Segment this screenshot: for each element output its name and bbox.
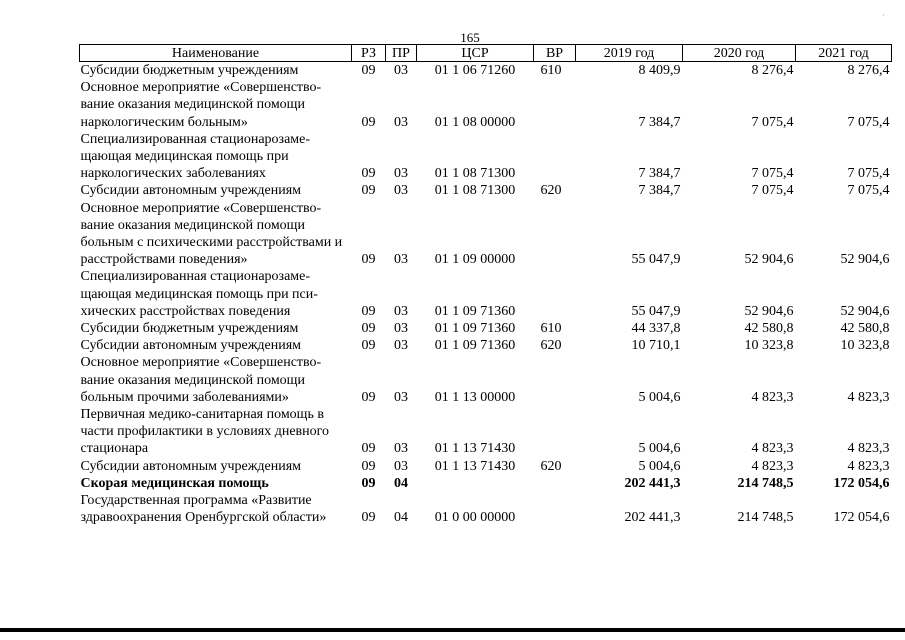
row-rz: 09: [361, 303, 376, 319]
row-value-2021: 4 823,3: [847, 441, 890, 457]
row-value-2019: 202 441,3: [624, 475, 681, 491]
row-value-2021: 8 276,4: [847, 63, 890, 78]
table-header-row: [80, 45, 892, 62]
row-value-2019: 7 384,7: [638, 166, 681, 182]
row-vr: 620: [540, 338, 562, 354]
row-value-2019: 55 047,9: [631, 303, 681, 319]
row-name: Основное мероприятие «Совершенство-вание оказания медицинской помощи больным прочими заболеваниями»: [80, 355, 322, 405]
row-value-2020: 10 323,8: [744, 338, 794, 354]
row-value-2021: 42 580,8: [840, 321, 890, 337]
table-row: [80, 200, 892, 269]
row-name: Основное мероприятие «Совершенство-вание оказания медицинской помощи наркологическим больным»: [80, 80, 322, 130]
row-csr: 01 1 13 00000: [434, 389, 516, 405]
row-name: Субсидии автономным учреждениям: [80, 183, 302, 199]
row-csr: 01 1 08 71300: [434, 166, 516, 182]
row-name: Субсидии бюджетным учреждениям: [80, 63, 299, 78]
table-row: [80, 406, 892, 458]
bottom-rule: [0, 628, 905, 632]
table-row: [80, 492, 892, 526]
row-pr: 03: [394, 303, 408, 319]
row-rz: 09: [361, 114, 376, 130]
row-rz: 09: [361, 252, 376, 268]
row-vr: [534, 131, 576, 183]
row-value-2019: 5 004,6: [638, 458, 681, 474]
row-value-2020: 42 580,8: [744, 321, 794, 337]
row-vr: [534, 200, 576, 269]
header-name: Наименование: [80, 45, 352, 62]
header-csr: ЦСР: [417, 45, 534, 62]
row-csr: 01 1 09 00000: [434, 252, 516, 268]
row-vr: [534, 268, 576, 320]
row-rz: 09: [361, 389, 376, 405]
row-value-2019: 5 004,6: [638, 441, 681, 457]
row-value-2021: 52 904,6: [840, 303, 890, 319]
header-rz: РЗ: [352, 45, 386, 62]
row-value-2021: 7 075,4: [847, 183, 890, 199]
row-csr: [417, 475, 534, 492]
scan-artifact-mark: ·: [882, 11, 885, 20]
row-pr: 03: [394, 63, 408, 78]
row-vr: [534, 492, 576, 526]
row-value-2020: 7 075,4: [751, 183, 794, 199]
budget-table: [79, 44, 892, 526]
row-csr: 01 1 09 71360: [434, 338, 516, 354]
row-name: Специализированная стационарозаме-щающая медицинская помощь при наркологических заболеваниях: [80, 131, 311, 182]
row-vr: 620: [540, 183, 562, 199]
table-row: [80, 354, 892, 406]
table-row: [80, 475, 892, 492]
table-row: [80, 131, 892, 183]
row-value-2020: 4 823,3: [751, 441, 794, 457]
row-pr: 04: [394, 475, 408, 491]
row-csr: 01 0 00 00000: [434, 510, 516, 526]
row-vr: [534, 354, 576, 406]
row-csr: 01 1 13 71430: [434, 458, 516, 474]
row-csr: 01 1 08 00000: [434, 114, 516, 130]
row-pr: 03: [394, 389, 408, 405]
row-pr: 03: [394, 441, 408, 457]
row-rz: 09: [361, 63, 376, 78]
row-name: Субсидии бюджетным учреждениям: [80, 321, 299, 337]
row-value-2019: 202 441,3: [624, 510, 681, 526]
row-name: Скорая медицинская помощь: [80, 475, 269, 491]
row-value-2019: 8 409,9: [638, 63, 681, 78]
row-rz: 09: [361, 183, 376, 199]
row-value-2021: 172 054,6: [833, 475, 890, 491]
row-value-2019: 55 047,9: [631, 252, 681, 268]
row-value-2021: 172 054,6: [833, 510, 890, 526]
row-vr: [534, 79, 576, 131]
row-value-2021: 4 823,3: [847, 389, 890, 405]
row-value-2020: 7 075,4: [751, 114, 794, 130]
row-pr: 03: [394, 321, 408, 337]
row-vr: 620: [540, 458, 562, 474]
row-vr: 610: [540, 321, 562, 337]
row-value-2020: 7 075,4: [751, 166, 794, 182]
row-value-2021: 7 075,4: [847, 166, 890, 182]
row-csr: 01 1 06 71260: [434, 63, 516, 78]
row-pr: 03: [394, 183, 408, 199]
table-row: [80, 458, 892, 475]
row-pr: 04: [394, 510, 408, 526]
row-vr: [534, 475, 576, 492]
row-pr: 03: [394, 338, 408, 354]
row-value-2019: 10 710,1: [631, 338, 681, 354]
row-name: Государственная программа «Развитие здравоохранения Оренбургской области»: [80, 493, 327, 526]
row-value-2020: 52 904,6: [744, 303, 794, 319]
header-2019: 2019 год: [576, 45, 683, 62]
row-rz: 09: [361, 321, 376, 337]
row-value-2020: 8 276,4: [751, 63, 794, 78]
table-row: [80, 268, 892, 320]
row-value-2019: 7 384,7: [638, 114, 681, 130]
page-number: 165: [460, 30, 480, 45]
table-row: [80, 320, 892, 337]
table-row: [80, 79, 892, 131]
header-vr: ВР: [534, 45, 576, 62]
row-value-2020: 214 748,5: [737, 475, 794, 491]
row-pr: 03: [394, 252, 408, 268]
header-pr: ПР: [386, 45, 417, 62]
row-pr: 03: [394, 458, 408, 474]
row-vr: [534, 406, 576, 458]
row-vr: 610: [540, 63, 562, 78]
row-value-2019: 44 337,8: [631, 321, 681, 337]
row-value-2020: 4 823,3: [751, 389, 794, 405]
table-body: [80, 62, 892, 527]
row-value-2020: 4 823,3: [751, 458, 794, 474]
row-csr: 01 1 08 71300: [434, 183, 516, 199]
row-value-2021: 4 823,3: [847, 458, 890, 474]
row-value-2020: 214 748,5: [737, 510, 794, 526]
row-csr: 01 1 09 71360: [434, 321, 516, 337]
table-row: [80, 182, 892, 199]
header-2021: 2021 год: [796, 45, 892, 62]
table-row: [80, 337, 892, 354]
row-value-2020: 52 904,6: [744, 252, 794, 268]
row-value-2019: 5 004,6: [638, 389, 681, 405]
row-name: Основное мероприятие «Совершенство-вание оказания медицинской помощи больным с психическими расстройствами и расстройствами поведения»: [80, 200, 343, 268]
header-2020: 2020 год: [683, 45, 796, 62]
row-rz: 09: [361, 458, 376, 474]
row-name: Специализированная стационарозаме-щающая медицинская помощь при пси-хических расстройствах поведения: [80, 269, 318, 319]
row-value-2021: 10 323,8: [840, 338, 890, 354]
row-pr: 03: [394, 166, 408, 182]
row-value-2021: 52 904,6: [840, 252, 890, 268]
row-rz: 09: [361, 441, 376, 457]
table-row: [80, 62, 892, 80]
row-pr: 03: [394, 114, 408, 130]
row-rz: 09: [361, 338, 376, 354]
row-rz: 09: [361, 166, 376, 182]
row-name: Субсидии автономным учреждениям: [80, 338, 302, 354]
row-value-2021: 7 075,4: [847, 114, 890, 130]
row-rz: 09: [361, 510, 376, 526]
row-name: Первичная медико-санитарная помощь в части профилактики в условиях дневного стационара: [80, 407, 330, 457]
row-value-2019: 7 384,7: [638, 183, 681, 199]
row-name: Субсидии автономным учреждениям: [80, 458, 302, 474]
row-rz: 09: [361, 475, 376, 491]
row-csr: 01 1 13 71430: [434, 441, 516, 457]
row-csr: 01 1 09 71360: [434, 303, 516, 319]
